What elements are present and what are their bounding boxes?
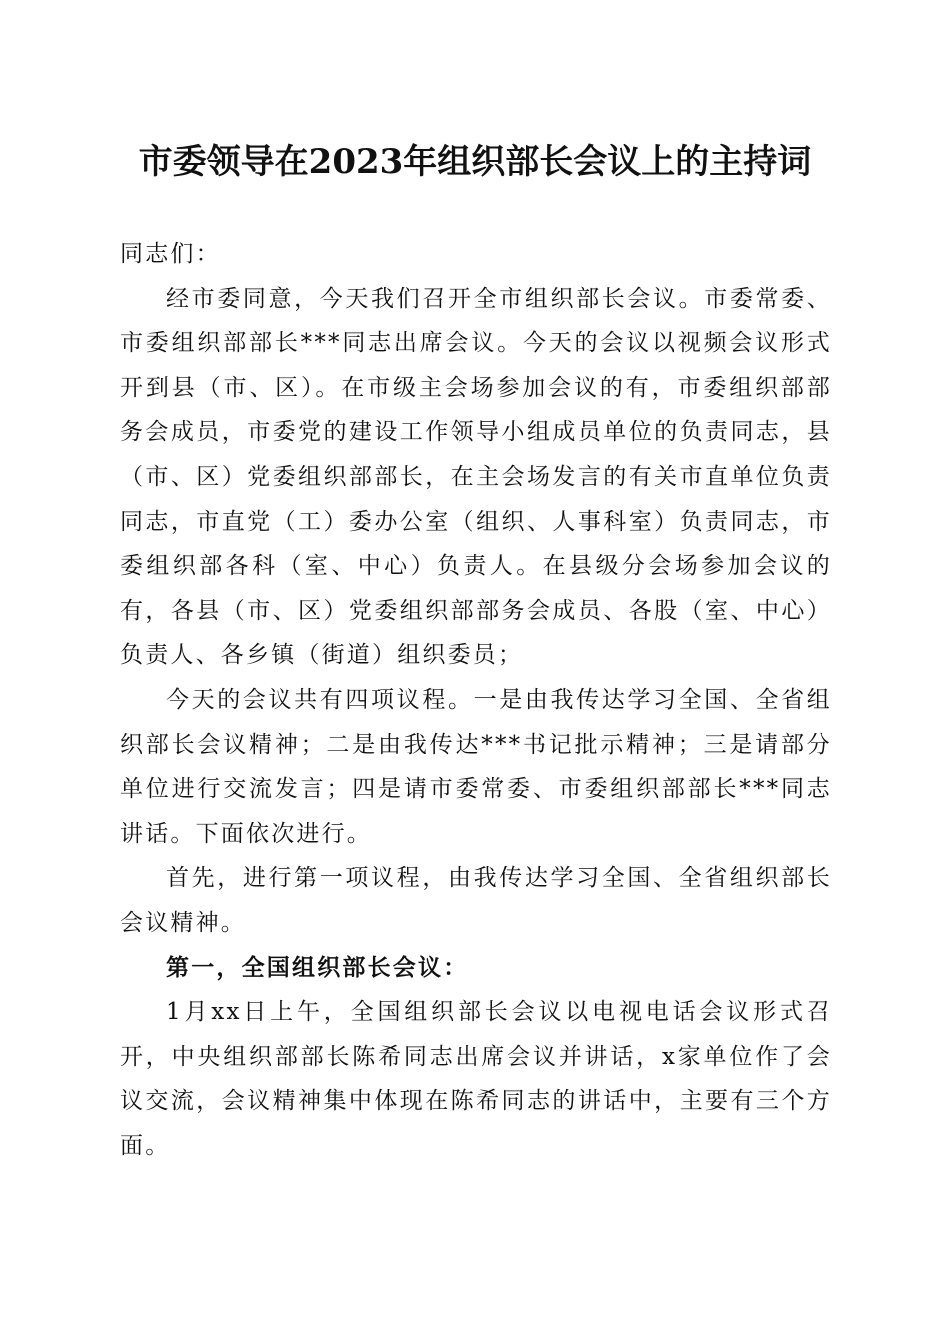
salutation: 同志们： — [120, 241, 221, 267]
paragraph-agenda: 今天的会议共有四项议程。一是由我传达学习全国、全省组织部长会议精神；二是由我传达***书记批示精神；三是请部分单位进行交流发言；四是请市委常委、市委组织部部长***同志讲话。下面依次进行。 — [120, 686, 832, 847]
document-body — [120, 232, 832, 1168]
paragraph-meeting-summary: 1月xx日上午，全国组织部长会议以电视电话会议形式召开，中央组织部部长陈希同志出席会议并讲话，x家单位作了会议交流，会议精神集中体现在陈希同志的讲话中，主要有三个方面。 — [120, 999, 832, 1159]
document-title: 市委领导在2023年组织部长会议上的主持词 — [138, 142, 812, 182]
paragraph-opening: 经市委同意，今天我们召开全市组织部长会议。市委常委、市委组织部部长***同志出席会议。今天的会议以视频会议形式开到县（市、区）。在市级主会场参加会议的有，市委组织部部务会成员，市委党的建设工作领导小组成员单位的负责同志，县（市、区）党委组织部部长，在主会场发言的有关市直单位负责同志，市直党（工）委办公室（组织、人事科室）负责同志，市委组织部各科（室、中心）负责人。在县级分会场参加会议的有，各县（市、区）党委组织部部务会成员、各股（室、中心）负责人、各乡镇（街道）组织委员； — [120, 285, 832, 669]
paragraph-first-item: 首先，进行第一项议程，由我传达学习全国、全省组织部长会议精神。 — [120, 865, 832, 936]
section-heading: 第一，全国组织部长会议： — [166, 953, 469, 981]
